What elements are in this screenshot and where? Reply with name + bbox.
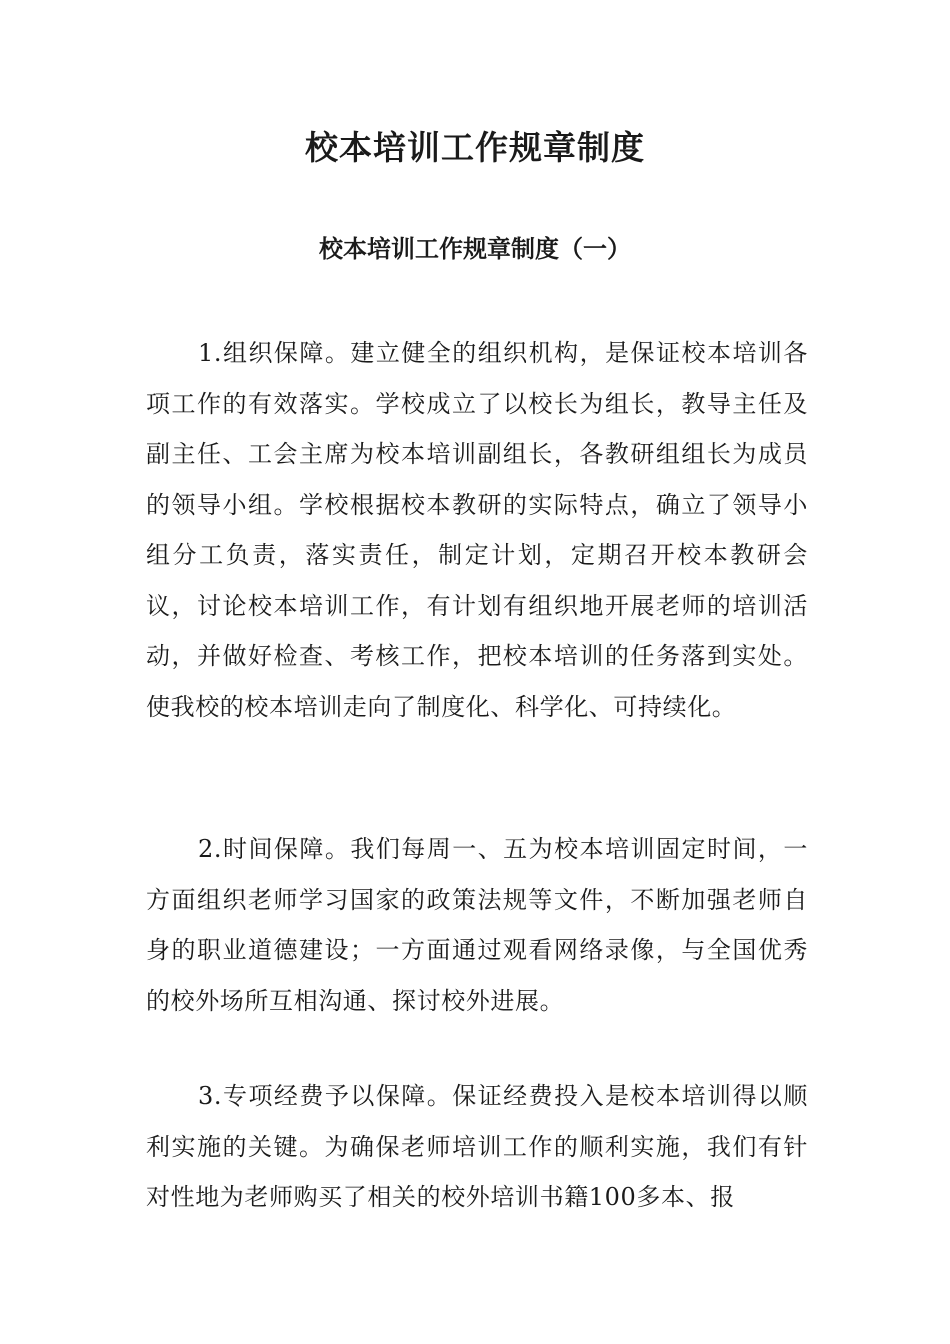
document-subtitle: 校本培训工作规章制度（一）: [319, 234, 631, 263]
paragraph-organization: 1.组织保障。建立健全的组织机构，是保证校本培训各项工作的有效落实。学校成立了以校长为组长，教导主任及副主任、工会主席为校本培训副组长，各教研组组长为成员的领导小组。学校根据校本教研的实际特点，确立了领导小组分工负责，落实责任，制定计划，定期召开校本教研会议，讨论校本培训工作，有计划有组织地开展老师的培训活动，并做好检查、考核工作，把校本培训的任务落到实处。使我校的校本培训走向了制度化、科学化、可持续化。: [146, 339, 808, 721]
paragraph-funding: 3.专项经费予以保障。保证经费投入是校本培训得以顺利实施的关键。为确保老师培训工作的顺利实施，我们有针对性地为老师购买了相关的校外培训书籍100多本、报: [146, 1082, 808, 1211]
document-title: 校本培训工作规章制度: [305, 128, 645, 167]
paragraph-time: 2.时间保障。我们每周一、五为校本培训固定时间，一方面组织老师学习国家的政策法规等文件，不断加强老师自身的职业道德建设；一方面通过观看网络录像，与全国优秀的校外场所互相沟通、探讨校外进展。: [146, 835, 808, 1015]
